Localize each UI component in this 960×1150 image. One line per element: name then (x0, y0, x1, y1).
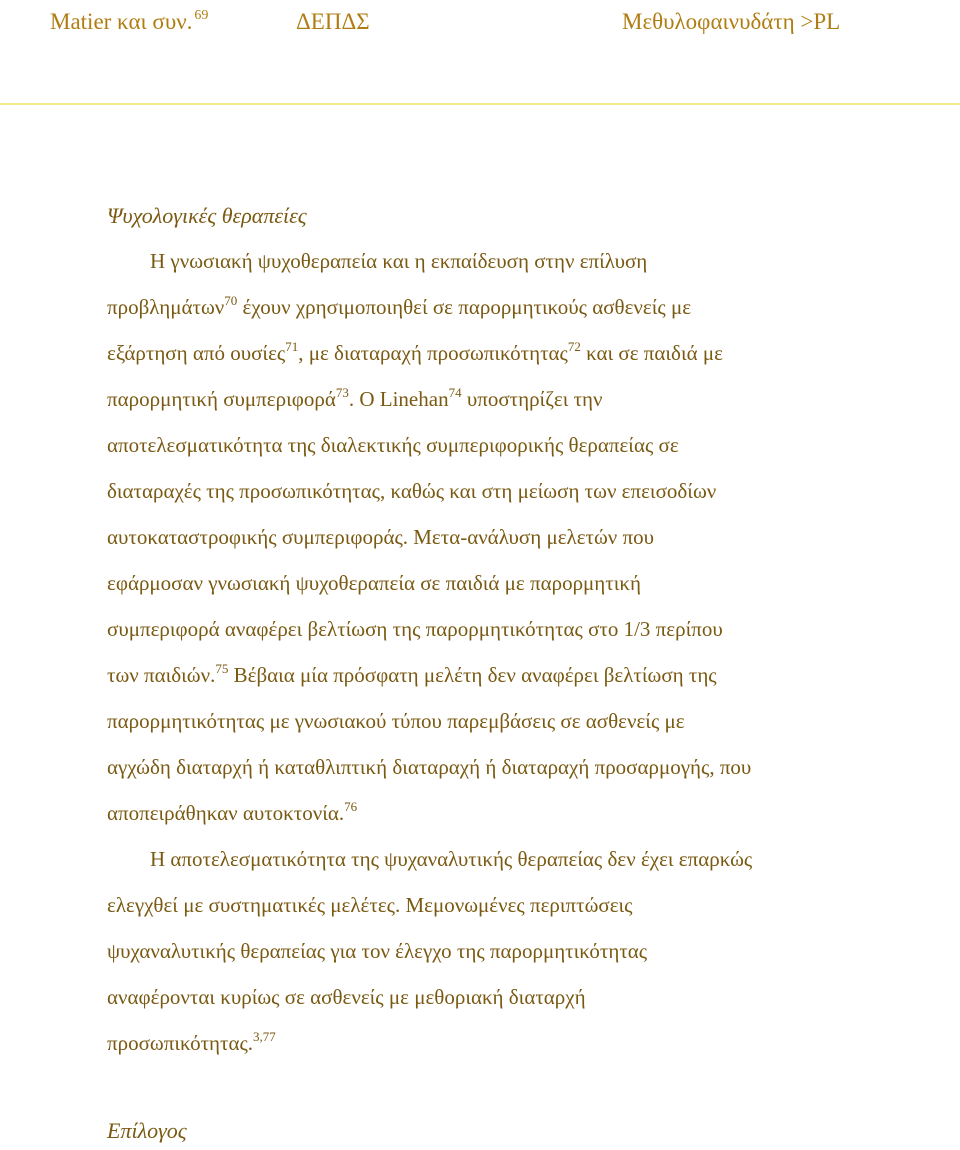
header-divider (0, 103, 960, 105)
text-segment: διαταραχές της προσωπικότητας, καθώς και στη μείωση των επεισοδίων (107, 479, 717, 503)
reference-superscript: 71 (285, 339, 299, 354)
header-right-label: Μεθυλοφαινυδάτη >PL (622, 9, 841, 34)
header-center-label: ΔΕΠΔΣ (296, 9, 370, 34)
text-segment: αυτοκαταστροφικής συμπεριφοράς. Μετα-ανάλυση μελετών που (107, 525, 655, 549)
page-header (0, 0, 960, 46)
text-segment: , με διαταραχή προσωπικότητας (298, 341, 568, 365)
paragraph-1 (107, 238, 937, 836)
section-heading: Ψυχολογικές θεραπείες (107, 203, 307, 228)
text-segment: παρορμητική συμπεριφορά (107, 387, 336, 411)
text-line (107, 376, 937, 422)
text-segment: αναφέρονται κυρίως σε ασθενείς με μεθοριακή διαταρχή (107, 985, 586, 1009)
text-line (107, 468, 937, 514)
text-segment: παρορμητικότητας με γνωσιακού τύπου παρεμβάσεις σε ασθενείς με (107, 709, 685, 733)
closing-heading: Επίλογος (107, 1118, 187, 1143)
text-segment: των παιδιών. (107, 663, 216, 687)
text-segment: υποστηρίζει την (461, 387, 603, 411)
text-line (107, 652, 937, 698)
reference-superscript: 73 (335, 385, 349, 400)
text-segment: . Ο Linehan (348, 387, 449, 411)
text-segment: Η αποτελεσματικότητα της ψυχαναλυτικής θεραπείας δεν έχει επαρκώς (150, 847, 753, 871)
text-segment: προσωπικότητας. (107, 1031, 254, 1055)
header-reference-number: 69 (194, 8, 209, 23)
text-line (107, 744, 937, 790)
text-line (107, 1020, 937, 1066)
text-segment: ελεγχθεί με συστηματικές μελέτες. Μεμονωμένες περιπτώσεις (107, 893, 633, 917)
reference-superscript: 74 (448, 385, 462, 400)
header-citation (50, 9, 208, 35)
text-segment: Βέβαια μία πρόσφατη μελέτη δεν αναφέρει βελτίωση της (228, 663, 717, 687)
text-line (107, 330, 937, 376)
reference-superscript: 3,77 (253, 1029, 276, 1044)
text-line (107, 514, 937, 560)
text-line (107, 422, 937, 468)
text-segment: αγχώδη διαταρχή ή καταθλιπτική διαταραχή ή διαταραχή προσαρμογής, που (107, 755, 752, 779)
header-author-text: Matier και συν. (50, 9, 193, 34)
text-segment: αποπειράθηκαν αυτοκτονία. (107, 801, 345, 825)
text-line (107, 790, 937, 836)
document-body (107, 200, 937, 1066)
reference-superscript: 76 (344, 799, 358, 814)
text-line (107, 882, 937, 928)
text-segment: έχουν χρησιμοποιηθεί σε παρορμητικούς ασθενείς με (237, 295, 692, 319)
text-line (107, 284, 937, 330)
text-segment: ψυχαναλυτικής θεραπείας για τον έλεγχο της παρορμητικότητας (107, 939, 648, 963)
text-line (107, 698, 937, 744)
text-line (107, 560, 937, 606)
reference-superscript: 70 (224, 293, 238, 308)
text-segment: Η γνωσιακή ψυχοθεραπεία και η εκπαίδευση στην επίλυση (150, 249, 648, 273)
text-segment: συμπεριφορά αναφέρει βελτίωση της παρορμητικότητας στο 1/3 περίπου (107, 617, 723, 641)
reference-superscript: 72 (567, 339, 581, 354)
text-segment: αποτελεσματικότητα της διαλεκτικής συμπεριφορικής θεραπείας σε (107, 433, 679, 457)
paragraph-2 (107, 836, 937, 1066)
text-segment: προβλημάτων (107, 295, 225, 319)
text-segment: εφάρμοσαν γνωσιακή ψυχοθεραπεία σε παιδιά με παρορμητική (107, 571, 641, 595)
text-line (107, 928, 937, 974)
text-line (107, 974, 937, 1020)
text-line (107, 606, 937, 652)
text-line (107, 238, 937, 284)
reference-superscript: 75 (215, 661, 229, 676)
text-segment: εξάρτηση από ουσίες (107, 341, 286, 365)
text-line (107, 836, 937, 882)
text-segment: και σε παιδιά με (580, 341, 723, 365)
